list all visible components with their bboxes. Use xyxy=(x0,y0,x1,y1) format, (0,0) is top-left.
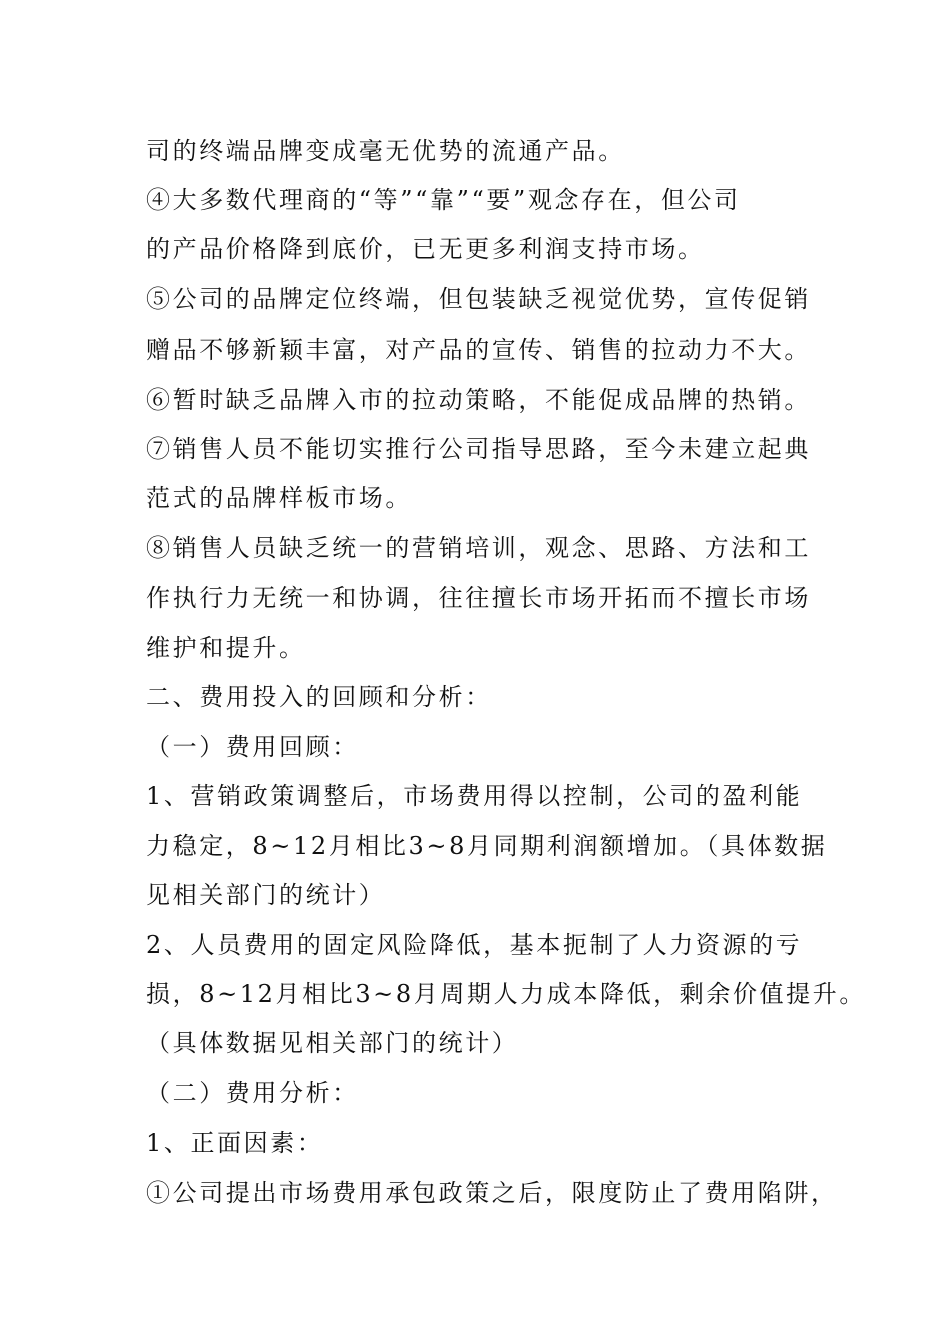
text-line: （具体数据见相关部门的统计） xyxy=(146,1029,519,1057)
text-line: 力稳定，8~12月相比3~8月同期利润额增加。（具体数据 xyxy=(146,832,828,860)
subsection-heading: （二）费用分析： xyxy=(146,1079,359,1107)
text-line: ⑤公司的品牌定位终端，但包装缺乏视觉优势，宣传促销 xyxy=(146,285,811,313)
text-line: ①公司提出市场费用承包政策之后，限度防止了费用陷阱， xyxy=(146,1179,838,1207)
text-line: ④大多数代理商的“等”“靠”“要”观念存在，但公司 xyxy=(146,186,741,214)
text-line: ⑥暂时缺乏品牌入市的拉动策略，不能促成品牌的热销。 xyxy=(146,386,811,414)
text-line: 损，8~12月相比3~8月周期人力成本降低，剩余价值提升。 xyxy=(146,980,866,1008)
text-line: 作执行力无统一和协调，往往擅长市场开拓而不擅长市场 xyxy=(146,584,811,612)
text-line: 赠品不够新颖丰富，对产品的宣传、销售的拉动力不大。 xyxy=(146,336,811,364)
text-line: 2、人员费用的固定风险降低，基本扼制了人力资源的亏 xyxy=(146,931,803,959)
section-heading: 二、费用投入的回顾和分析： xyxy=(146,683,492,711)
subsection-heading: （一）费用回顾： xyxy=(146,733,359,761)
text-line: 1、正面因素： xyxy=(146,1129,324,1157)
text-line: 见相关部门的统计） xyxy=(146,881,386,909)
text-line: 维护和提升。 xyxy=(146,634,306,662)
text-line: 的产品价格降到底价，已无更多利润支持市场。 xyxy=(146,235,705,263)
text-line: ⑦销售人员不能切实推行公司指导思路，至今未建立起典 xyxy=(146,435,811,463)
text-line: 司的终端品牌变成毫无优势的流通产品。 xyxy=(146,137,625,165)
text-line: 范式的品牌样板市场。 xyxy=(146,484,412,512)
text-line: 1、营销政策调整后，市场费用得以控制，公司的盈利能 xyxy=(146,782,803,810)
text-line: ⑧销售人员缺乏统一的营销培训，观念、思路、方法和工 xyxy=(146,534,811,562)
